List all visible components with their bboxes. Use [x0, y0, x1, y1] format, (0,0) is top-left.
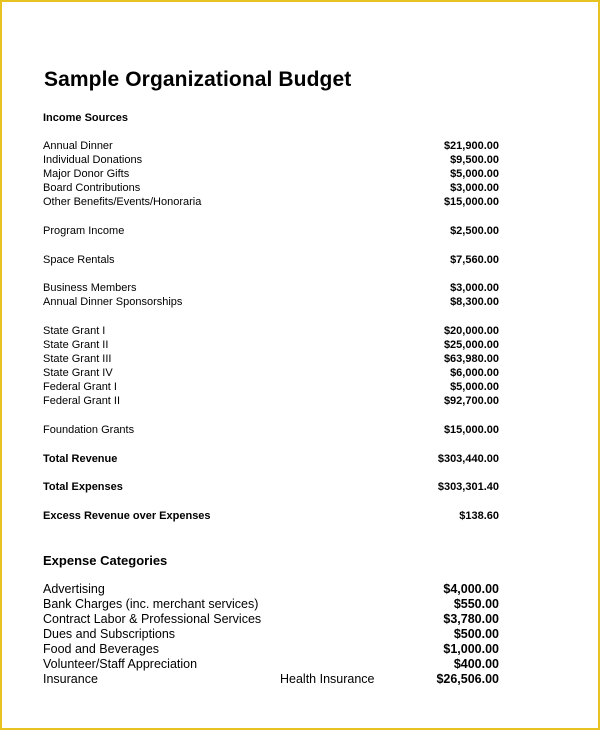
expense-amount: $26,506.00 — [436, 672, 499, 686]
expense-row — [43, 582, 499, 597]
income-amount: $2,500.00 — [450, 225, 499, 237]
income-label: Individual Donations — [43, 154, 143, 166]
income-row — [43, 225, 499, 239]
income-label: State Grant III — [43, 353, 112, 365]
income-row — [43, 140, 499, 154]
income-amount: $9,500.00 — [450, 154, 499, 166]
income-label: Annual Dinner Sponsorships — [43, 296, 183, 308]
total-label: Excess Revenue over Expenses — [43, 510, 211, 522]
excess-revenue-row — [43, 510, 499, 524]
total-label: Total Revenue — [43, 453, 118, 465]
expense-amount: $400.00 — [453, 657, 499, 671]
income-label: Annual Dinner — [43, 140, 113, 152]
expense-sublabel: Health Insurance — [280, 672, 375, 686]
income-amount: $7,560.00 — [450, 254, 499, 266]
total-amount: $303,301.40 — [437, 481, 499, 493]
income-amount: $63,980.00 — [443, 353, 499, 365]
income-label: State Grant I — [43, 325, 106, 337]
expense-amount: $3,780.00 — [443, 612, 499, 626]
income-label: State Grant II — [43, 339, 109, 351]
income-label: Program Income — [43, 225, 125, 237]
income-row — [43, 296, 499, 310]
income-row — [43, 325, 499, 339]
income-amount: $15,000.00 — [443, 196, 499, 208]
income-amount: $3,000.00 — [450, 182, 499, 194]
expense-amount: $4,000.00 — [443, 582, 499, 596]
income-label: Other Benefits/Events/Honoraria — [43, 196, 202, 208]
income-label: Business Members — [43, 282, 137, 294]
income-row — [43, 395, 499, 409]
expense-label: Dues and Subscriptions — [43, 627, 176, 641]
total-amount: $138.60 — [459, 510, 499, 522]
expense-amount: $550.00 — [453, 597, 499, 611]
income-row — [43, 168, 499, 182]
income-label: Board Contributions — [43, 182, 141, 194]
income-amount: $25,000.00 — [443, 339, 499, 351]
income-amount: $21,900.00 — [443, 140, 499, 152]
income-label: Federal Grant I — [43, 381, 117, 393]
income-row — [43, 367, 499, 381]
income-label: Space Rentals — [43, 254, 115, 266]
expense-label: Food and Beverages — [43, 642, 160, 656]
income-label: Foundation Grants — [43, 424, 135, 436]
income-label: Federal Grant II — [43, 395, 121, 407]
income-amount: $20,000.00 — [443, 325, 499, 337]
total-label: Total Expenses — [43, 481, 123, 493]
income-row — [43, 424, 499, 438]
expense-row — [43, 627, 499, 642]
income-label: Major Donor Gifts — [43, 168, 130, 180]
expense-amount: $500.00 — [453, 627, 499, 641]
document-title: Sample Organizational Budget — [44, 68, 352, 91]
total-revenue-row — [43, 453, 499, 467]
expense-amount: $1,000.00 — [443, 642, 499, 656]
income-amount: $92,700.00 — [443, 395, 499, 407]
total-expenses-row — [43, 481, 499, 495]
expense-categories-heading: Expense Categories — [43, 553, 168, 568]
expense-label: Insurance — [43, 672, 98, 686]
income-row — [43, 381, 499, 395]
expense-row — [43, 657, 499, 672]
income-sources-heading: Income Sources — [43, 112, 128, 124]
expense-row — [43, 612, 499, 627]
income-row — [43, 353, 499, 367]
expense-row — [43, 672, 499, 687]
income-row — [43, 339, 499, 353]
income-label: State Grant IV — [43, 367, 113, 379]
total-amount: $303,440.00 — [437, 453, 499, 465]
expense-label: Volunteer/Staff Appreciation — [43, 657, 198, 671]
income-row — [43, 254, 499, 268]
income-amount: $5,000.00 — [450, 381, 499, 393]
expense-label: Advertising — [43, 582, 105, 596]
income-amount: $6,000.00 — [450, 367, 499, 379]
income-amount: $3,000.00 — [450, 282, 499, 294]
expense-row — [43, 642, 499, 657]
income-row — [43, 182, 499, 196]
income-amount: $15,000.00 — [443, 424, 499, 436]
income-row — [43, 154, 499, 168]
expense-label: Bank Charges (inc. merchant services) — [43, 597, 259, 611]
expense-label: Contract Labor & Professional Services — [43, 612, 262, 626]
income-amount: $8,300.00 — [450, 296, 499, 308]
income-row — [43, 282, 499, 296]
income-row — [43, 196, 499, 210]
income-amount: $5,000.00 — [450, 168, 499, 180]
expense-row — [43, 597, 499, 612]
